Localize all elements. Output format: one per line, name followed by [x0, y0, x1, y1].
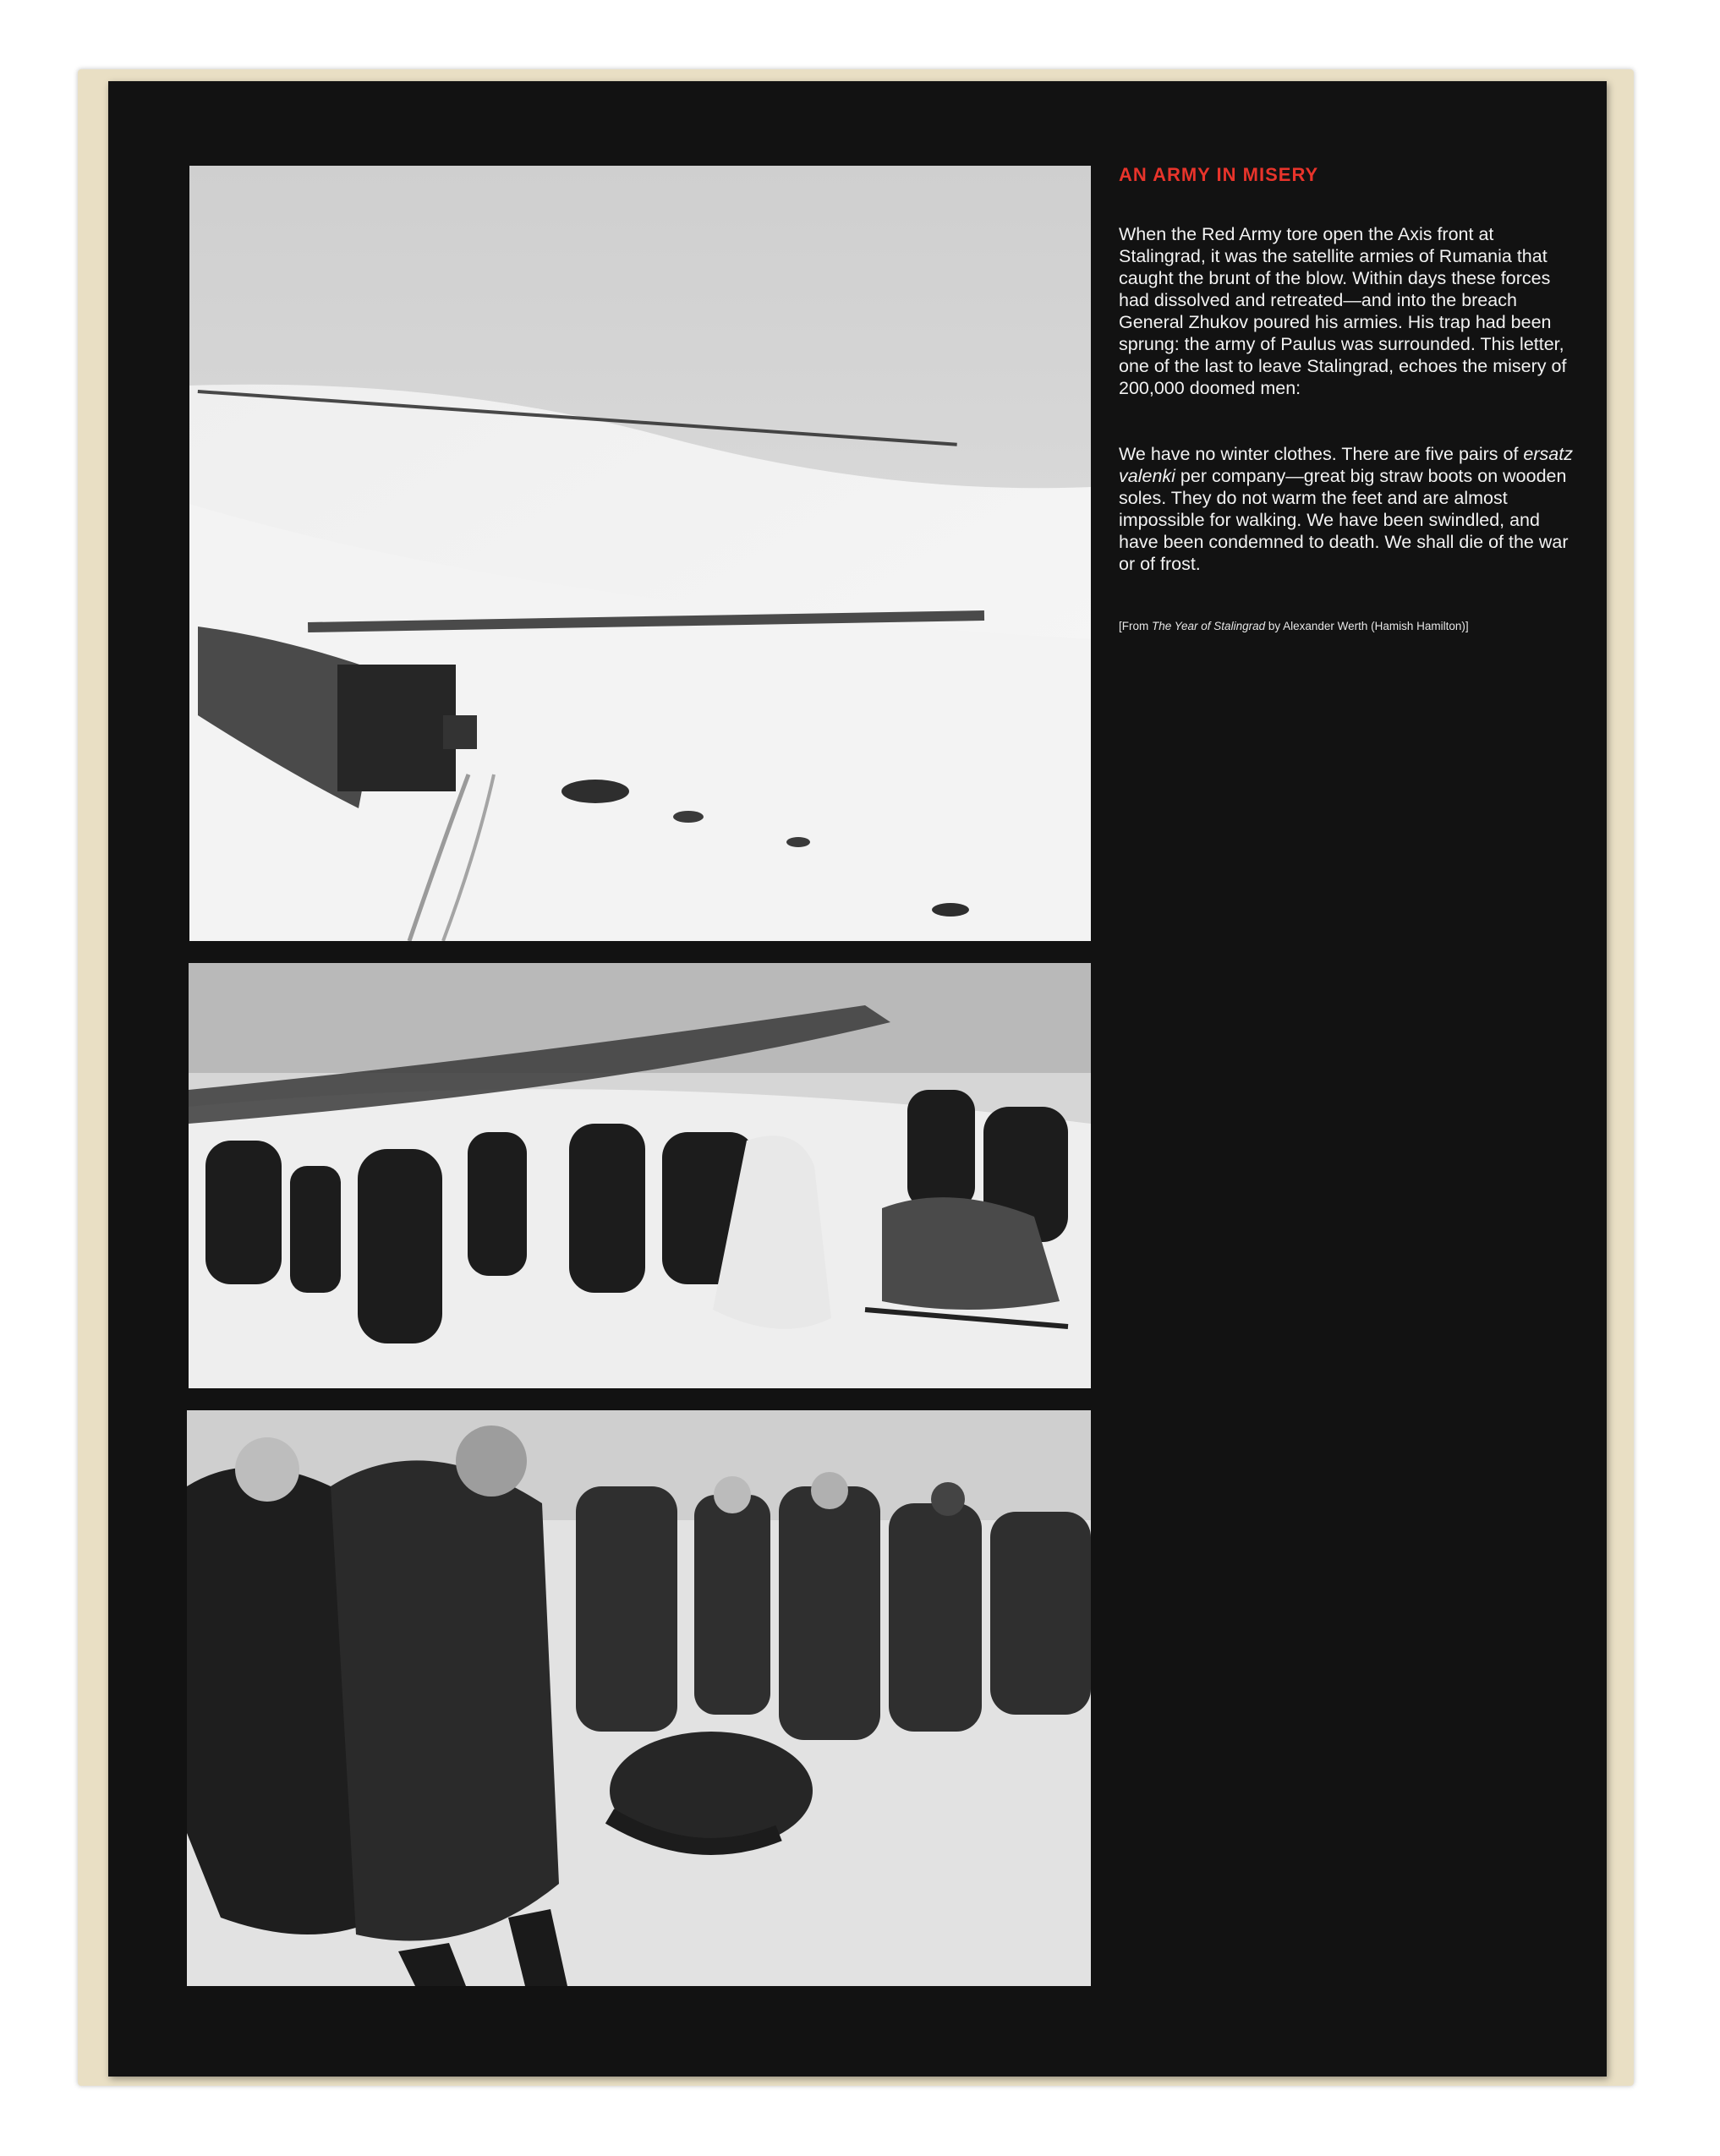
photo-frostbitten-soldiers [187, 1410, 1091, 1986]
photo-frostbitten-soldiers-image [187, 1410, 1091, 1986]
photo-column-on-snow-hill [189, 166, 1091, 941]
citation-book-title: The Year of Stalingrad [1152, 620, 1266, 632]
magazine-page [108, 81, 1607, 2077]
photo-retreating-soldiers-sled [189, 963, 1091, 1388]
letter-quote-italic: ersatz valenki [1119, 444, 1573, 486]
citation-prefix: [From [1119, 620, 1152, 632]
source-citation [1119, 619, 1575, 634]
photo-column-on-snow-hill-image [189, 166, 1091, 941]
article-heading: AN ARMY IN MISERY [1119, 164, 1319, 185]
article-intro: When the Red Army tore open the Axis front at Stalingrad, it was the satellite armies of Rumania that caught the brunt of the blow. Within days these forces had dissolved and retreated—and into the breach General Zhukov poured his armies. His trap had been sprung: the army of Paulus was surrounded. This letter, one of the last to leave Stalingrad, echoes the misery of 200,000 doomed men: [1119, 224, 1567, 398]
article-text-column [1119, 164, 1575, 646]
photo-retreating-soldiers-sled-image [189, 963, 1091, 1388]
citation-suffix: by Alexander Werth (Hamish Hamilton)] [1265, 620, 1469, 632]
letter-quote [1119, 443, 1575, 575]
letter-quote-part1: We have no winter clothes. There are five pairs of [1119, 444, 1524, 464]
letter-quote-part2: per company—great big straw boots on wooden soles. They do not warm the feet and are almost impossible for walking. We have been swindled, and have been condemned to death. We shall die of the war or of frost. [1119, 466, 1569, 574]
